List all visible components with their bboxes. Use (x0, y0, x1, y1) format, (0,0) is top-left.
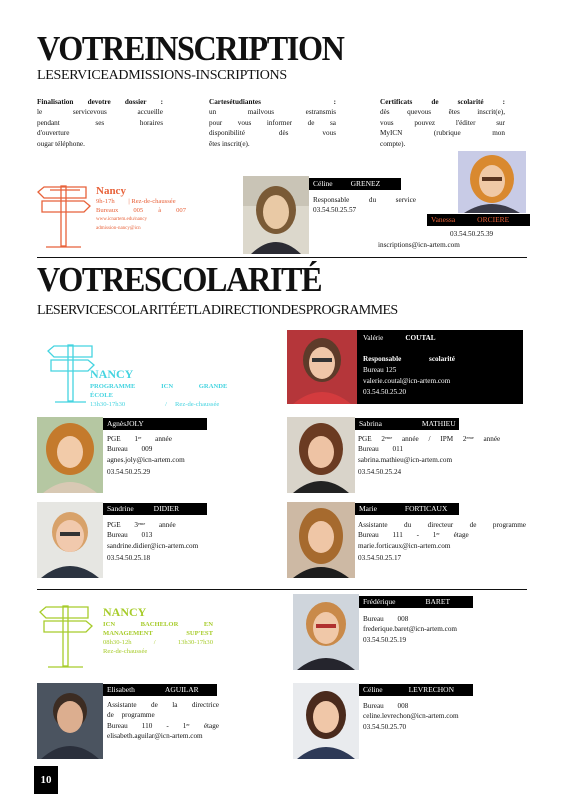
section-divider (37, 257, 527, 258)
column-line: vous pouvez l'éditer sur (380, 118, 505, 127)
namebar-celine-grenez (309, 178, 401, 190)
hours: 13h30-17h30 (90, 401, 126, 408)
contact-agnes-joly (107, 434, 217, 478)
namebar-elisabeth-aguilar (103, 684, 217, 696)
last-name: AGUILAR (164, 685, 199, 694)
phone: 03.54.50.25.17 (358, 554, 402, 563)
namebar-celine-levrechon (359, 684, 473, 696)
column-line: un mailvous estransmis (209, 108, 336, 117)
column-line: disponibilité dès vous (209, 129, 336, 138)
phone: 03.54.50.25.20 (363, 388, 407, 396)
column-line: MyICN (rubrique mon (380, 129, 505, 138)
column-line: pour vous informer de sa (209, 118, 336, 127)
phone: 03.54.50.25.19 (363, 635, 407, 644)
column-heading: Finalisation devotre dossier : (37, 98, 163, 106)
website-link[interactable]: www.icnartem.edu/nancy (96, 217, 148, 222)
signpost-icon (46, 343, 96, 405)
section-divider (37, 589, 527, 590)
info-column-cartes (209, 97, 336, 149)
bureau: Bureau 013 (107, 531, 153, 540)
scolarite-title: VOTRESCOLARITÉ (37, 260, 322, 299)
last-name: LEVRECHON (408, 685, 454, 694)
bureau: Bureau 009 (107, 445, 153, 454)
city-label: NANCY (103, 605, 147, 619)
namebar-vanessa-orciere (427, 214, 530, 226)
bureau: Bureau 110 - 1ᵉʳ étage (107, 721, 219, 730)
first-name: Frédérique (363, 597, 396, 606)
first-name: Céline (363, 685, 383, 694)
phone: 03.54.50.25.70 (363, 722, 407, 731)
last-name: FORTICAUX (404, 504, 448, 513)
programme: PGE 3ᵉᵐᵉ année (107, 521, 176, 529)
photo-agnes-joly (37, 417, 103, 493)
photo-vanessa-orciere (458, 151, 526, 213)
last-name: DIDIER (153, 504, 180, 513)
first-name: Sandrine (107, 504, 134, 513)
contact-frederique-baret (363, 614, 483, 645)
bureau: Bureau 008 (363, 702, 409, 710)
hours: 08h30-12h / 13h30-17h30 (103, 639, 213, 646)
email: frederique.baret@icn-artem.com (363, 625, 458, 634)
nancy-bachelor-block (103, 605, 213, 656)
photo-celine-grenez (243, 176, 309, 254)
hours: 9h-17h (96, 198, 115, 205)
contact-celine-levrechon (363, 701, 483, 732)
contact-sandrine-didier (107, 520, 217, 564)
signpost-icon (36, 184, 92, 250)
column-line: le servicevous accueille (37, 108, 163, 117)
phone: 03.54.50.25.18 (107, 554, 151, 563)
info-column-finalisation (37, 97, 163, 149)
column-line: pendant ses horaires (37, 118, 163, 127)
email: elisabeth.aguilar@icn-artem.com (107, 732, 203, 741)
programme: PGE 1ʳᵉ année (107, 435, 172, 443)
last-name: GRENEZ (350, 179, 381, 188)
last-name: COUTAL (405, 334, 436, 342)
floor: Rez-de-chaussée (103, 648, 148, 655)
email-link[interactable]: admission-nancy@icn (96, 226, 141, 231)
last-name: MATHIEU (421, 419, 456, 428)
phone: 03.54.50.25.57 (313, 206, 357, 215)
contact-celine-grenez (313, 195, 416, 216)
contact-elisabeth-aguilar (107, 700, 219, 742)
city-label: Nancy (96, 185, 126, 197)
email: inscriptions@icn-artem.com (378, 241, 460, 249)
nancy-pge-block: NANCY PROGRAMME ICN GRANDE ÉCOLE 13h30-17h30 / Rez-de-chaussée (90, 367, 240, 409)
photo-valerie-coutal (287, 330, 357, 404)
first-name: Marie (359, 504, 377, 513)
column-line: d'ouverture (37, 129, 70, 138)
signpost-icon (38, 604, 94, 670)
info-column-certificats (380, 97, 505, 149)
photo-marie-forticaux (287, 502, 355, 578)
role: Responsable scolarité (363, 355, 455, 363)
column-heading: Certificats de scolarité : (380, 98, 505, 106)
email: valerie.coutal@icn-artem.com (363, 377, 451, 385)
namebar-frederique-baret (359, 596, 473, 608)
email: sabrina.mathieu@icn-artem.com (358, 455, 453, 464)
nancy-admissions-block: Nancy 9h-17h | Rez-de-chaussée Bureaux 005 à 007 www.icnartem.edu/nancy admission-nancy@icn (96, 185, 186, 231)
phone: 03.54.50.25.39 (450, 230, 494, 238)
contact-sabrina-mathieu (358, 434, 526, 478)
bureau: Bureau 011 (358, 445, 404, 454)
contact-marie-forticaux (358, 520, 526, 564)
program-name: MANAGEMENT SUP'EST (103, 630, 213, 637)
bureau: Bureau 125 (363, 366, 397, 374)
email: celine.levrechon@icn-artem.com (363, 712, 459, 721)
email: marie.forticaux@icn-artem.com (358, 541, 451, 550)
role: Assistante du directeur de programme (358, 521, 526, 529)
first-name: Céline (313, 179, 333, 188)
first-name: Valérie (363, 334, 384, 342)
role: Assistante de la directrice (107, 701, 219, 709)
column-line: compte). (380, 139, 406, 148)
programme: PGE 2ᵉᵐᵉ année / IPM 2ᵉᵐᵉ année (358, 435, 501, 443)
last-name: BARET (425, 597, 451, 606)
floor: Rez-de-chaussée (131, 198, 176, 205)
namebar-sabrina-mathieu (355, 418, 459, 430)
photo-sandrine-didier (37, 502, 103, 578)
floor: Rez-de-chaussée (175, 401, 220, 408)
column-line: dès quevous êtes inscrit(e), (380, 108, 505, 117)
page-number: 10 (34, 766, 58, 794)
last-name: ORCIERE (477, 215, 510, 224)
email: sandrine.didier@icn-artem.com (107, 541, 199, 550)
office: Bureaux 005 à 007 (96, 207, 186, 214)
photo-celine-levrechon (293, 683, 359, 759)
column-line: ougar téléphone. (37, 139, 85, 148)
inscription-subtitle: LESERVICEADMISSIONS-INSCRIPTIONS (37, 68, 287, 83)
photo-sabrina-mathieu (287, 417, 355, 493)
photo-frederique-baret (293, 594, 359, 670)
first-name: Vanessa (431, 215, 456, 224)
column-heading: Cartesétudiantes : (209, 98, 336, 106)
card-valerie-coutal (357, 330, 523, 404)
photo-elisabeth-aguilar (37, 683, 103, 759)
full-name: AgnèsJOLY (107, 419, 144, 428)
role: Responsable du service (313, 196, 416, 204)
bureau: Bureau 008 (363, 615, 409, 623)
first-name: Sabrina (359, 419, 382, 428)
namebar-agnes-joly (103, 418, 207, 430)
bureau: Bureau 111 - 1ᵉʳ étage (358, 531, 469, 540)
column-line: êtes inscrit(e). (209, 139, 250, 148)
email: agnes.joly@icn-artem.com (107, 455, 185, 464)
namebar-sandrine-didier (103, 503, 207, 515)
phone: 03.54.50.25.24 (358, 468, 402, 477)
city-label: NANCY (90, 367, 134, 381)
first-name: Elisabeth (107, 685, 135, 694)
role-cont: de programme (107, 711, 155, 720)
program-name: PROGRAMME ICN GRANDE ÉCOLE (90, 383, 228, 399)
scolarite-subtitle: LESERVICESCOLARITÉETLADIRECTIONDESPROGRAMMES (37, 303, 398, 318)
phone: 03.54.50.25.29 (107, 468, 151, 477)
program-name: ICN BACHELOR EN (103, 621, 213, 628)
namebar-marie-forticaux (355, 503, 459, 515)
inscription-title: VOTREINSCRIPTION (37, 29, 344, 68)
